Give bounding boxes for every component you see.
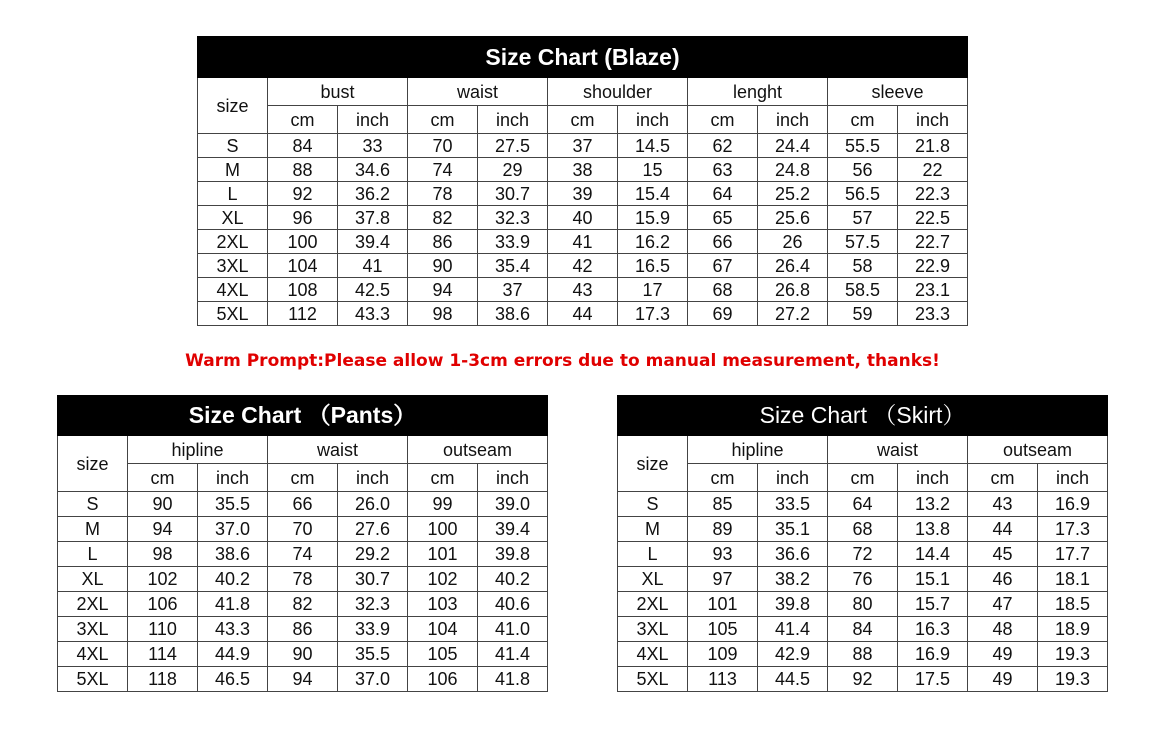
table-row xyxy=(618,617,1108,642)
size-cell: 2XL xyxy=(618,592,688,617)
value-cell: 21.8 xyxy=(898,134,968,158)
size-cell: L xyxy=(198,182,268,206)
unit-inch: inch xyxy=(338,464,408,492)
value-cell: 15.9 xyxy=(618,206,688,230)
value-cell: 78 xyxy=(268,567,338,592)
value-cell: 14.5 xyxy=(618,134,688,158)
value-cell: 64 xyxy=(688,182,758,206)
value-cell: 29 xyxy=(478,158,548,182)
blaze-size-header: size xyxy=(198,78,268,134)
table-row xyxy=(58,517,548,542)
value-cell: 40.2 xyxy=(478,567,548,592)
value-cell: 74 xyxy=(408,158,478,182)
value-cell: 67 xyxy=(688,254,758,278)
unit-cm: cm xyxy=(268,106,338,134)
pants-group-waist: waist xyxy=(268,436,408,464)
value-cell: 58 xyxy=(828,254,898,278)
value-cell: 37.0 xyxy=(338,667,408,692)
value-cell: 68 xyxy=(828,517,898,542)
value-cell: 37.8 xyxy=(338,206,408,230)
value-cell: 19.3 xyxy=(1038,642,1108,667)
value-cell: 15.4 xyxy=(618,182,688,206)
value-cell: 108 xyxy=(268,278,338,302)
value-cell: 16.3 xyxy=(898,617,968,642)
size-cell: L xyxy=(618,542,688,567)
value-cell: 34.6 xyxy=(338,158,408,182)
value-cell: 15.1 xyxy=(898,567,968,592)
value-cell: 29.2 xyxy=(338,542,408,567)
unit-cm: cm xyxy=(548,106,618,134)
value-cell: 109 xyxy=(688,642,758,667)
value-cell: 86 xyxy=(408,230,478,254)
value-cell: 17.7 xyxy=(1038,542,1108,567)
value-cell: 47 xyxy=(968,592,1038,617)
value-cell: 78 xyxy=(408,182,478,206)
value-cell: 22.3 xyxy=(898,182,968,206)
unit-inch: inch xyxy=(898,106,968,134)
value-cell: 88 xyxy=(268,158,338,182)
value-cell: 110 xyxy=(128,617,198,642)
table-row xyxy=(58,667,548,692)
value-cell: 37 xyxy=(478,278,548,302)
value-cell: 39.4 xyxy=(338,230,408,254)
value-cell: 30.7 xyxy=(478,182,548,206)
unit-cm: cm xyxy=(128,464,198,492)
unit-cm: cm xyxy=(688,106,758,134)
value-cell: 24.8 xyxy=(758,158,828,182)
unit-inch: inch xyxy=(338,106,408,134)
blaze-group-bust: bust xyxy=(268,78,408,106)
table-row xyxy=(618,517,1108,542)
value-cell: 65 xyxy=(688,206,758,230)
unit-inch: inch xyxy=(618,106,688,134)
value-cell: 46.5 xyxy=(198,667,268,692)
value-cell: 41.0 xyxy=(478,617,548,642)
value-cell: 16.9 xyxy=(898,642,968,667)
value-cell: 38.2 xyxy=(758,567,828,592)
value-cell: 90 xyxy=(128,492,198,517)
table-row xyxy=(198,206,968,230)
pants-size-chart xyxy=(57,395,548,692)
table-row xyxy=(198,182,968,206)
value-cell: 26 xyxy=(758,230,828,254)
value-cell: 62 xyxy=(688,134,758,158)
value-cell: 105 xyxy=(688,617,758,642)
value-cell: 85 xyxy=(688,492,758,517)
value-cell: 24.4 xyxy=(758,134,828,158)
blaze-group-shoulder: shoulder xyxy=(548,78,688,106)
value-cell: 35.5 xyxy=(338,642,408,667)
unit-inch: inch xyxy=(198,464,268,492)
pants-group-outseam: outseam xyxy=(408,436,548,464)
blaze-chart-title: Size Chart (Blaze) xyxy=(198,37,968,78)
value-cell: 43.3 xyxy=(338,302,408,326)
value-cell: 89 xyxy=(688,517,758,542)
value-cell: 42.9 xyxy=(758,642,828,667)
value-cell: 44.5 xyxy=(758,667,828,692)
value-cell: 112 xyxy=(268,302,338,326)
value-cell: 92 xyxy=(828,667,898,692)
size-cell: XL xyxy=(58,567,128,592)
size-cell: M xyxy=(198,158,268,182)
unit-cm: cm xyxy=(268,464,338,492)
unit-cm: cm xyxy=(408,106,478,134)
unit-cm: cm xyxy=(968,464,1038,492)
value-cell: 17.5 xyxy=(898,667,968,692)
value-cell: 42 xyxy=(548,254,618,278)
value-cell: 99 xyxy=(408,492,478,517)
value-cell: 39.8 xyxy=(758,592,828,617)
value-cell: 33.5 xyxy=(758,492,828,517)
value-cell: 57.5 xyxy=(828,230,898,254)
value-cell: 25.2 xyxy=(758,182,828,206)
unit-inch: inch xyxy=(478,106,548,134)
value-cell: 94 xyxy=(128,517,198,542)
pants-chart-title: Size Chart （Pants） xyxy=(58,396,548,436)
value-cell: 22.5 xyxy=(898,206,968,230)
value-cell: 55.5 xyxy=(828,134,898,158)
skirt-size-chart xyxy=(617,395,1108,692)
value-cell: 58.5 xyxy=(828,278,898,302)
value-cell: 76 xyxy=(828,567,898,592)
value-cell: 96 xyxy=(268,206,338,230)
value-cell: 42.5 xyxy=(338,278,408,302)
size-cell: XL xyxy=(198,206,268,230)
blaze-group-waist: waist xyxy=(408,78,548,106)
size-cell: 3XL xyxy=(618,617,688,642)
unit-inch: inch xyxy=(1038,464,1108,492)
size-cell: S xyxy=(618,492,688,517)
value-cell: 35.5 xyxy=(198,492,268,517)
skirt-group-outseam: outseam xyxy=(968,436,1108,464)
value-cell: 82 xyxy=(408,206,478,230)
pants-size-header: size xyxy=(58,436,128,492)
table-row xyxy=(618,642,1108,667)
table-row xyxy=(618,542,1108,567)
size-cell: 3XL xyxy=(198,254,268,278)
value-cell: 118 xyxy=(128,667,198,692)
table-row xyxy=(198,230,968,254)
value-cell: 27.2 xyxy=(758,302,828,326)
value-cell: 66 xyxy=(268,492,338,517)
unit-inch: inch xyxy=(758,464,828,492)
value-cell: 16.9 xyxy=(1038,492,1108,517)
value-cell: 41.4 xyxy=(478,642,548,667)
value-cell: 103 xyxy=(408,592,478,617)
unit-inch: inch xyxy=(898,464,968,492)
value-cell: 38 xyxy=(548,158,618,182)
value-cell: 64 xyxy=(828,492,898,517)
value-cell: 43.3 xyxy=(198,617,268,642)
value-cell: 102 xyxy=(128,567,198,592)
table-row xyxy=(198,278,968,302)
value-cell: 98 xyxy=(408,302,478,326)
value-cell: 59 xyxy=(828,302,898,326)
table-row xyxy=(58,617,548,642)
value-cell: 106 xyxy=(408,667,478,692)
table-row xyxy=(198,134,968,158)
value-cell: 36.6 xyxy=(758,542,828,567)
value-cell: 56 xyxy=(828,158,898,182)
table-row xyxy=(198,254,968,278)
value-cell: 92 xyxy=(268,182,338,206)
value-cell: 105 xyxy=(408,642,478,667)
skirt-group-hipline: hipline xyxy=(688,436,828,464)
size-cell: M xyxy=(58,517,128,542)
value-cell: 15.7 xyxy=(898,592,968,617)
table-row xyxy=(58,592,548,617)
value-cell: 46 xyxy=(968,567,1038,592)
value-cell: 57 xyxy=(828,206,898,230)
table-row xyxy=(58,492,548,517)
value-cell: 100 xyxy=(268,230,338,254)
value-cell: 97 xyxy=(688,567,758,592)
value-cell: 33.9 xyxy=(338,617,408,642)
value-cell: 100 xyxy=(408,517,478,542)
value-cell: 113 xyxy=(688,667,758,692)
value-cell: 41 xyxy=(548,230,618,254)
size-cell: XL xyxy=(618,567,688,592)
value-cell: 72 xyxy=(828,542,898,567)
pants-group-hipline: hipline xyxy=(128,436,268,464)
value-cell: 56.5 xyxy=(828,182,898,206)
value-cell: 69 xyxy=(688,302,758,326)
size-cell: 3XL xyxy=(58,617,128,642)
table-row xyxy=(58,542,548,567)
value-cell: 33.9 xyxy=(478,230,548,254)
value-cell: 32.3 xyxy=(478,206,548,230)
value-cell: 37.0 xyxy=(198,517,268,542)
value-cell: 32.3 xyxy=(338,592,408,617)
value-cell: 39.0 xyxy=(478,492,548,517)
value-cell: 94 xyxy=(408,278,478,302)
value-cell: 35.1 xyxy=(758,517,828,542)
value-cell: 102 xyxy=(408,567,478,592)
value-cell: 41.8 xyxy=(198,592,268,617)
value-cell: 70 xyxy=(268,517,338,542)
value-cell: 38.6 xyxy=(198,542,268,567)
value-cell: 18.1 xyxy=(1038,567,1108,592)
value-cell: 39 xyxy=(548,182,618,206)
table-row xyxy=(198,302,968,326)
value-cell: 68 xyxy=(688,278,758,302)
value-cell: 43 xyxy=(548,278,618,302)
value-cell: 48 xyxy=(968,617,1038,642)
size-cell: 4XL xyxy=(58,642,128,667)
pants-table-body xyxy=(58,492,548,692)
unit-cm: cm xyxy=(408,464,478,492)
value-cell: 84 xyxy=(268,134,338,158)
value-cell: 74 xyxy=(268,542,338,567)
warm-prompt-notice: Warm Prompt:Please allow 1-3cm errors due to manual measurement, thanks! xyxy=(185,351,940,371)
value-cell: 70 xyxy=(408,134,478,158)
value-cell: 22 xyxy=(898,158,968,182)
value-cell: 44 xyxy=(968,517,1038,542)
size-cell: L xyxy=(58,542,128,567)
value-cell: 66 xyxy=(688,230,758,254)
value-cell: 16.2 xyxy=(618,230,688,254)
table-row xyxy=(618,492,1108,517)
unit-inch: inch xyxy=(758,106,828,134)
value-cell: 114 xyxy=(128,642,198,667)
value-cell: 40.6 xyxy=(478,592,548,617)
value-cell: 17.3 xyxy=(1038,517,1108,542)
value-cell: 38.6 xyxy=(478,302,548,326)
value-cell: 33 xyxy=(338,134,408,158)
value-cell: 13.8 xyxy=(898,517,968,542)
value-cell: 18.9 xyxy=(1038,617,1108,642)
value-cell: 13.2 xyxy=(898,492,968,517)
size-cell: 5XL xyxy=(58,667,128,692)
table-row xyxy=(58,642,548,667)
value-cell: 26.4 xyxy=(758,254,828,278)
value-cell: 94 xyxy=(268,667,338,692)
value-cell: 44 xyxy=(548,302,618,326)
value-cell: 15 xyxy=(618,158,688,182)
value-cell: 41.8 xyxy=(478,667,548,692)
value-cell: 101 xyxy=(408,542,478,567)
table-row xyxy=(198,158,968,182)
value-cell: 22.7 xyxy=(898,230,968,254)
value-cell: 14.4 xyxy=(898,542,968,567)
value-cell: 82 xyxy=(268,592,338,617)
unit-cm: cm xyxy=(828,106,898,134)
value-cell: 41 xyxy=(338,254,408,278)
table-row xyxy=(58,567,548,592)
value-cell: 49 xyxy=(968,642,1038,667)
value-cell: 93 xyxy=(688,542,758,567)
value-cell: 39.4 xyxy=(478,517,548,542)
value-cell: 90 xyxy=(408,254,478,278)
value-cell: 90 xyxy=(268,642,338,667)
size-cell: 4XL xyxy=(618,642,688,667)
value-cell: 17 xyxy=(618,278,688,302)
value-cell: 36.2 xyxy=(338,182,408,206)
value-cell: 63 xyxy=(688,158,758,182)
value-cell: 26.8 xyxy=(758,278,828,302)
value-cell: 26.0 xyxy=(338,492,408,517)
skirt-group-waist: waist xyxy=(828,436,968,464)
blaze-table-body xyxy=(198,134,968,326)
value-cell: 16.5 xyxy=(618,254,688,278)
value-cell: 101 xyxy=(688,592,758,617)
value-cell: 23.1 xyxy=(898,278,968,302)
value-cell: 30.7 xyxy=(338,567,408,592)
value-cell: 18.5 xyxy=(1038,592,1108,617)
blaze-size-chart xyxy=(197,36,968,326)
table-row xyxy=(618,592,1108,617)
value-cell: 27.6 xyxy=(338,517,408,542)
value-cell: 44.9 xyxy=(198,642,268,667)
skirt-table-body xyxy=(618,492,1108,692)
value-cell: 88 xyxy=(828,642,898,667)
value-cell: 86 xyxy=(268,617,338,642)
value-cell: 98 xyxy=(128,542,198,567)
value-cell: 41.4 xyxy=(758,617,828,642)
value-cell: 35.4 xyxy=(478,254,548,278)
value-cell: 17.3 xyxy=(618,302,688,326)
unit-cm: cm xyxy=(688,464,758,492)
value-cell: 80 xyxy=(828,592,898,617)
value-cell: 27.5 xyxy=(478,134,548,158)
table-row xyxy=(618,567,1108,592)
size-cell: 5XL xyxy=(618,667,688,692)
size-cell: M xyxy=(618,517,688,542)
size-cell: S xyxy=(58,492,128,517)
table-row xyxy=(618,667,1108,692)
size-cell: 2XL xyxy=(58,592,128,617)
unit-cm: cm xyxy=(828,464,898,492)
value-cell: 104 xyxy=(268,254,338,278)
value-cell: 23.3 xyxy=(898,302,968,326)
value-cell: 19.3 xyxy=(1038,667,1108,692)
value-cell: 25.6 xyxy=(758,206,828,230)
value-cell: 40.2 xyxy=(198,567,268,592)
size-cell: 2XL xyxy=(198,230,268,254)
value-cell: 49 xyxy=(968,667,1038,692)
value-cell: 37 xyxy=(548,134,618,158)
skirt-chart-title: Size Chart （Skirt） xyxy=(618,396,1108,436)
size-cell: S xyxy=(198,134,268,158)
value-cell: 84 xyxy=(828,617,898,642)
size-cell: 5XL xyxy=(198,302,268,326)
value-cell: 106 xyxy=(128,592,198,617)
value-cell: 45 xyxy=(968,542,1038,567)
blaze-group-sleeve: sleeve xyxy=(828,78,968,106)
skirt-size-header: size xyxy=(618,436,688,492)
size-cell: 4XL xyxy=(198,278,268,302)
value-cell: 104 xyxy=(408,617,478,642)
value-cell: 43 xyxy=(968,492,1038,517)
blaze-group-length: lenght xyxy=(688,78,828,106)
value-cell: 22.9 xyxy=(898,254,968,278)
unit-inch: inch xyxy=(478,464,548,492)
value-cell: 39.8 xyxy=(478,542,548,567)
value-cell: 40 xyxy=(548,206,618,230)
